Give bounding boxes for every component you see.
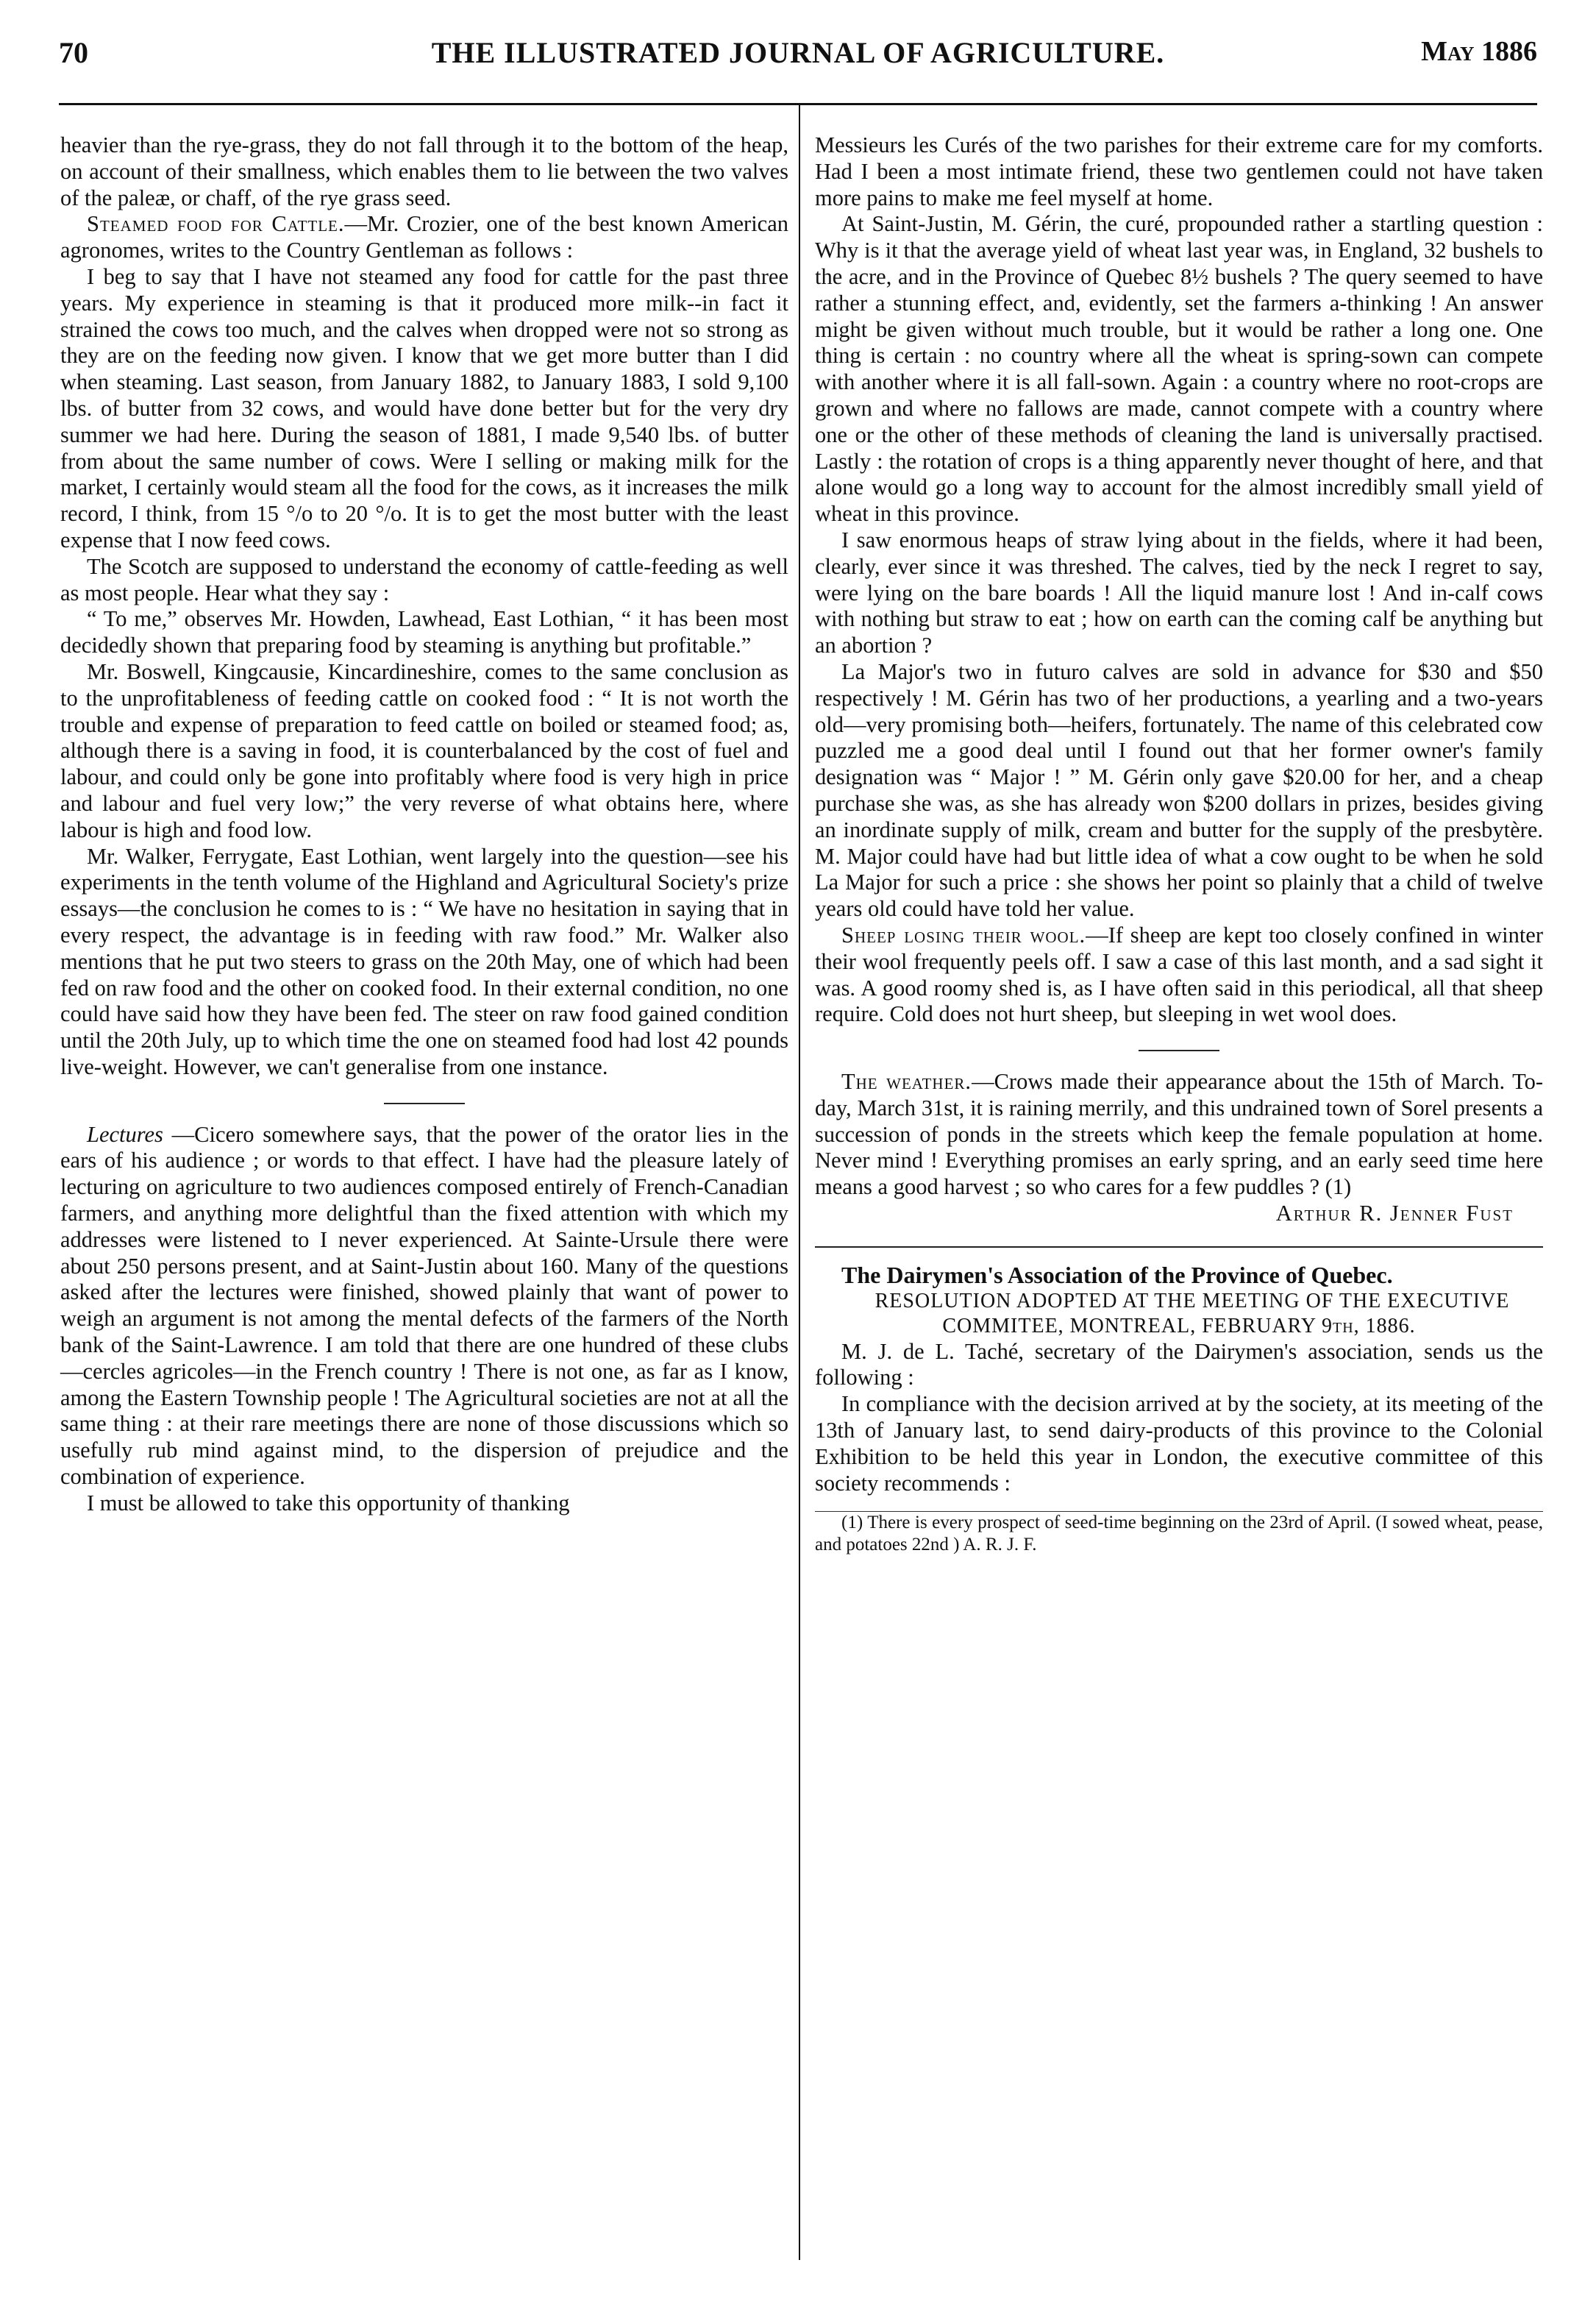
section-heading: Steamed food for Cattle. [87, 211, 345, 237]
paragraph: At Saint-Justin, M. Gérin, the curé, propounded rather a startling question : Why is it that the average yield of wheat last year was, in England, 32 bushels to the acre, and in the Province of Quebec 8½ bushels ? The query seemed to have rather a stunning effect, and, evidently, set the farmers a-thinking ! An answer might be given without much trouble, but it would be rather a long one. One thing is certain : no country where all the wheat is spring-sown can compete with another where it is all fall-sown. Again : a country where no root-crops are grown and where no fallows are made, cannot compete with a country where one or the other of these methods of cleaning the land is universally practised. Lastly : the rotation of crops is a thing apparently never thought of here, and that alone would go a long way to account for the almost incredibly small yield of wheat in this province. [815, 211, 1543, 527]
section-paragraph [815, 923, 1543, 1028]
resolution-subtitle: RESOLUTION ADOPTED AT THE MEETING OF THE EXECUTIVE COMMITEE, MONTREAL, FEBRUARY 9th, 1886. [874, 1289, 1510, 1337]
right-column [815, 132, 1543, 1556]
section-text: —Mr. Crozier, one of the best known American agronomes, writes to the Country Gentleman as follows : [60, 211, 788, 263]
paragraph: M. J. de L. Taché, secretary of the Dairymen's association, sends us the following : [815, 1338, 1543, 1390]
footnote: (1) There is every prospect of seed-time beginning on the 23rd of April. (I sowed wheat, pease, and potatoes 22nd ) A. R. J. F. [815, 1513, 1543, 1555]
paragraph: heavier than the rye-grass, they do not fall through it to the bottom of the heap, on account of their smallness, which enables them to lie between the two valves of the paleæ, or chaff, of the rye grass seed. [60, 132, 788, 210]
page-number: 70 [59, 36, 88, 69]
column-divider [799, 104, 800, 2260]
issue-date: May 1886 [1421, 36, 1537, 67]
section-separator [384, 1103, 465, 1104]
section-paragraph [60, 1122, 788, 1490]
article-rule [815, 1246, 1543, 1248]
section-heading: Lectures [87, 1121, 163, 1147]
left-column [60, 132, 788, 1517]
section-paragraph [60, 211, 788, 264]
section-heading: The weather. [841, 1069, 972, 1095]
section-paragraph [815, 1069, 1543, 1201]
paragraph: The Scotch are supposed to understand the economy of cattle-feeding as well as most people. Hear what they say : [60, 553, 788, 605]
section-heading: Sheep losing their wool. [841, 922, 1086, 948]
paragraph: I saw enormous heaps of straw lying about in the fields, where it had been, clearly, ever since it was threshed. The calves, tied by the neck I regret to say, were lying on the bare boards ! All the liquid manure lost ! And in-calf cows with nothing but straw to eat ; how on earth can the coming calf be anything but an abortion ? [815, 527, 1543, 658]
author-signature: Arthur R. Jenner Fust [1275, 1201, 1514, 1226]
paragraph: I must be allowed to take this opportunity of thanking [87, 1490, 570, 1516]
section-separator [1139, 1050, 1219, 1051]
page-header [59, 35, 1537, 79]
section-text: —If sheep are kept too closely confined in winter their wool frequently peels off. I saw a case of this last month, and a sad sight it was. A good roomy shed is, as I have often said in this periodical, all that sheep require. Cold does not hurt sheep, but sleeping in wet wool does. [815, 922, 1544, 1027]
paragraph: “ To me,” observes Mr. Howden, Lawhead, East Lothian, “ it has been most decidedly shown that preparing food by steaming is anything but profitable.” [60, 606, 788, 658]
section-text: —Cicero somewhere says, that the power of the orator lies in the ears of his audience ; or words to that effect. I have had the pleasure lately of lecturing on agriculture to two audiences composed entirely of French-Canadian farmers, and anything more delightful than the fixed attention with which my addresses were listened to I never experienced. At Sainte-Ursule there were about 250 persons present, and at Saint-Justin about 160. Many of the questions asked after the lectures were finished, showed plainly that want of power to weigh an argument is not among the mental defects of the farmers of the North bank of the Saint-Lawrence. I am told that there are one hundred of these clubs—cercles agricoles—in the French country ! There is not one, as far as I know, among the Eastern Township people ! The Agricultural societies are not at all the same thing : at their rare meetings there are none of those discussions which so usefully rub mind against mind, to the dispersion of prejudice and the combination of experience. [60, 1121, 788, 1490]
paragraph: Mr. Walker, Ferrygate, East Lothian, went largely into the question—see his experiments in the tenth volume of the Highland and Agricultural Society's prize essays—the conclusion he comes to is : “ We have no hesitation in saying that in every respect, the advantage is in feeding with raw food.” Mr. Walker also mentions that he put two steers to grass on the 20th May, one of which had been fed on raw food and the other on cooked food. In their external condition, no one could have said how they have been fed. The steer on raw food gained condition until the 20th July, up to which time the one on steamed food had lost 42 pounds live-weight. However, we can't generalise from one instance. [60, 843, 788, 1079]
paragraph: In compliance with the decision arrived at by the society, at its meeting of the 13th of January last, to send dairy-products of this province to the Colonial Exhibition to be held this year in London, the executive committee of this society recommends : [815, 1391, 1543, 1496]
paragraph: I beg to say that I have not steamed any food for cattle for the past three years. My experience in steaming is that it produced more milk--in fact it strained the cows too much, and the calves when dropped were not so strong as they are on the feeding now given. I know that we get more butter than I did when steaming. Last season, from January 1882, to January 1883, I sold 9,100 lbs. of butter from 32 cows, and would have done better but for the very dry summer we had here. During the season of 1881, I made 9,540 lbs. of butter from about the same number of cows. Were I selling or making milk for the market, I certainly would steam all the food for the cows, as it increases the milk record, I think, from 15 °/o to 20 °/o. It is to get the most butter with the least expense that I now feed cows. [60, 263, 788, 552]
header-rule [59, 103, 1537, 105]
journal-title: THE ILLUSTRATED JOURNAL OF AGRICULTURE. [431, 36, 1165, 69]
article-title: The Dairymen's Association of the Province of Quebec. [841, 1261, 1393, 1288]
paragraph: Messieurs les Curés of the two parishes for their extreme care for my comforts. Had I been a most intimate friend, these two gentlemen could not have taken more pains to make me feel myself at home. [815, 132, 1543, 210]
section-text: —Crows made their appearance about the 15th of March. To-day, March 31st, it is raining merrily, and this undrained town of Sorel presents a succession of ponds in the streets which keep the female population at home. Never mind ! Everything promises an early spring, and an early seed time here means a good harvest ; so who cares for a few puddles ? (1) [815, 1069, 1543, 1200]
paragraph: Mr. Boswell, Kingcausie, Kincardineshire, comes to the same conclusion as to the unprofitableness of feeding cattle on cooked food : “ It is not worth the trouble and expense of preparation to feed cattle on boiled or steamed food; as, although there is a saving in food, it is counterbalanced by the cost of fuel and labour, and could only be gone into profitably where food is very high in price and labour and fuel very low;” the very reverse of what obtains here, where labour is high and food low. [60, 658, 788, 842]
paragraph: La Major's two in futuro calves are sold in advance for $30 and $50 respectively ! M. Gérin has two of her productions, a yearling and a two-years old—very promising both—heifers, fortunately. The name of this celebrated cow puzzled me a good deal until I found out that her former owner's family designation was “ Major ! ” M. Gérin only gave $20.00 for her, and a cheap purchase she was, as she has already won $200 dollars in prizes, besides giving an inordinate supply of milk, cream and butter for the supply of the presbytère. M. Major could have had but little idea of what a cow ought to be when he sold La Major for such a price : she shows her point so plainly that a child of twelve years old could have told her value. [815, 658, 1543, 922]
